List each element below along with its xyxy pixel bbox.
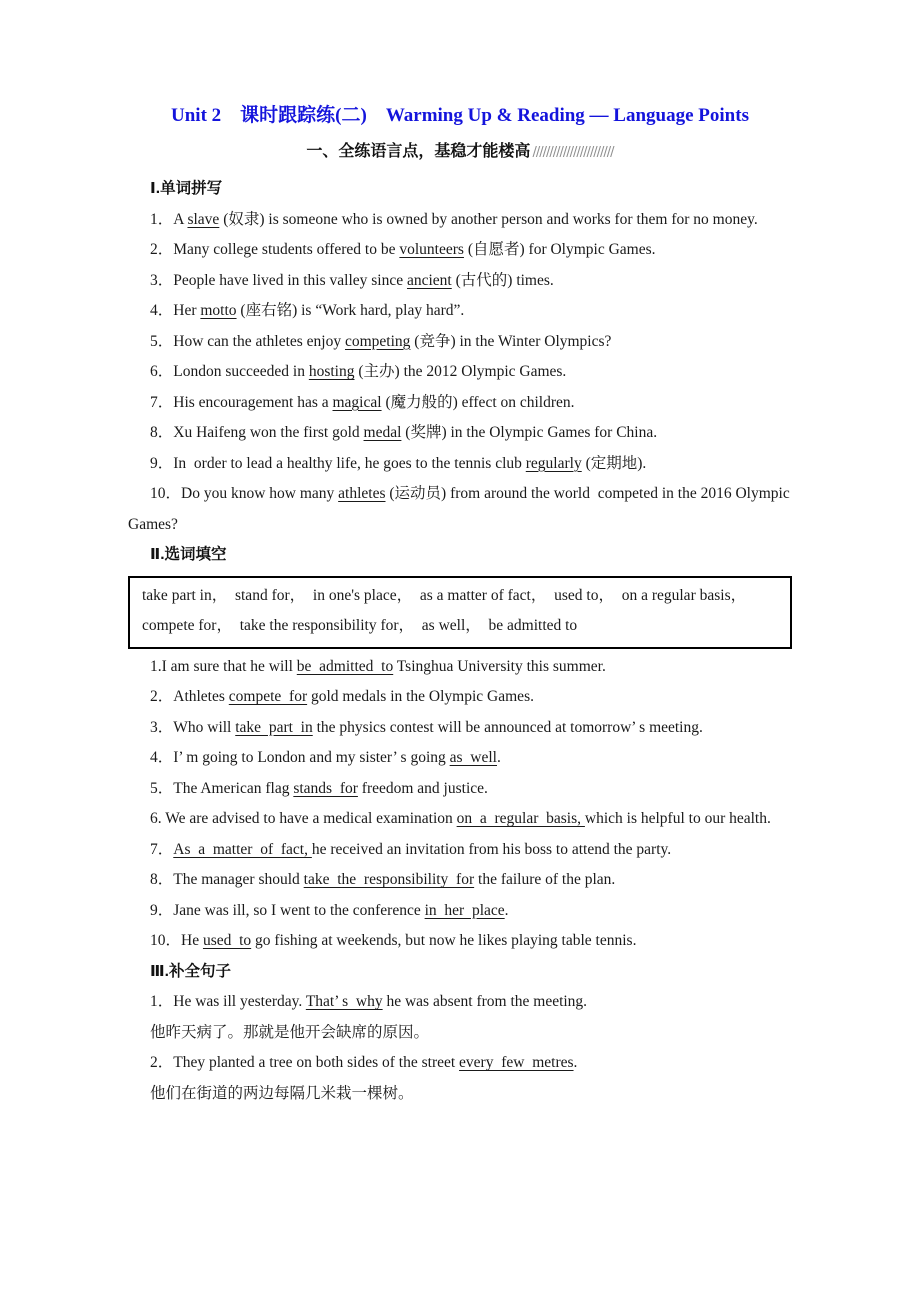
s2-item-10: 10．He used to go fishing at weekends, but now he likes playing table tennis. [150, 932, 637, 949]
section-3-heading: Ⅲ.补全句子 [150, 962, 231, 980]
s1-item-9: 9．In order to lead a healthy life, he goes to the tennis club regularly (定期地). [150, 454, 647, 472]
s2-item-8: 8．The manager should take the responsibility for the failure of the plan. [150, 871, 616, 888]
word-bank-line-1: take part in， stand for， in one's place， as a matter of fact， used to， on a regular basis， [142, 586, 747, 604]
s1-item-4: 4．Her motto (座右铭) is “Work hard, play hard”. [150, 302, 465, 319]
section-banner [128, 139, 792, 166]
s2-item-5: 5．The American flag stands for freedom and justice. [150, 779, 488, 797]
banner-hatch-decoration: //////////////////////// [532, 145, 614, 160]
word-bank-box [128, 576, 792, 649]
s2-item-7: 7．As a matter of fact, he received an invitation from his boss to attend the party. [150, 840, 672, 858]
s1-item-6: 6．London succeeded in hosting (主办) the 2012 Olympic Games. [150, 363, 567, 380]
s1-item-1: 1．A slave (奴隶) is someone who is owned by another person and works for them for no money. [150, 210, 758, 228]
s3-item-2-translation: 他们在街道的两边每隔几米栽一棵树。 [150, 1084, 414, 1102]
s1-item-7: 7．His encouragement has a magical (魔力般的) effect on children. [150, 393, 575, 411]
s2-item-4: 4．I’ m going to London and my sister’ s going as well. [150, 749, 501, 766]
s3-item-1-translation: 他昨天病了。那就是他开会缺席的原因。 [150, 1023, 430, 1041]
section-1-heading: Ⅰ.单词拼写 [150, 180, 223, 197]
s3-item-1: 1．He was ill yesterday. That’ s why he was absent from the meeting. [150, 993, 588, 1010]
s2-item-9: 9．Jane was ill, so I went to the conference in her place. [150, 901, 509, 919]
s2-item-1: 1.I am sure that he will be admitted to Tsinghua University this summer. [150, 657, 606, 675]
s2-item-2: 2．Athletes compete for gold medals in the Olympic Games. [150, 688, 534, 705]
banner-text: 一、全练语言点，基稳才能楼高 [306, 143, 531, 160]
s1-item-10: 10．Do you know how many athletes (运动员) from around the world competed in the 2016 Olympic Games? [128, 485, 794, 533]
s1-item-8: 8．Xu Haifeng won the first gold medal (奖牌) in the Olympic Games for China. [150, 424, 658, 441]
section-2-heading: Ⅱ.选词填空 [150, 546, 227, 563]
s2-item-6: 6. We are advised to have a medical examination on a regular basis, which is helpful to our health. [150, 810, 771, 827]
s1-item-3: 3．People have lived in this valley since ancient (古代的) times. [150, 271, 554, 289]
word-bank-line-2: compete for， take the responsibility for， as well， be admitted to [142, 617, 578, 634]
s1-item-5: 5．How can the athletes enjoy competing (竞争) in the Winter Olympics? [150, 332, 612, 350]
page-title: Unit 2 课时跟踪练(二) Warming Up & Reading — Language Points [171, 105, 749, 126]
s3-item-2: 2．They planted a tree on both sides of the street every few metres. [150, 1054, 578, 1071]
s2-item-3: 3．Who will take part in the physics contest will be announced at tomorrow’ s meeting. [150, 718, 703, 736]
s1-item-2: 2．Many college students offered to be volunteers (自愿者) for Olympic Games. [150, 241, 656, 258]
